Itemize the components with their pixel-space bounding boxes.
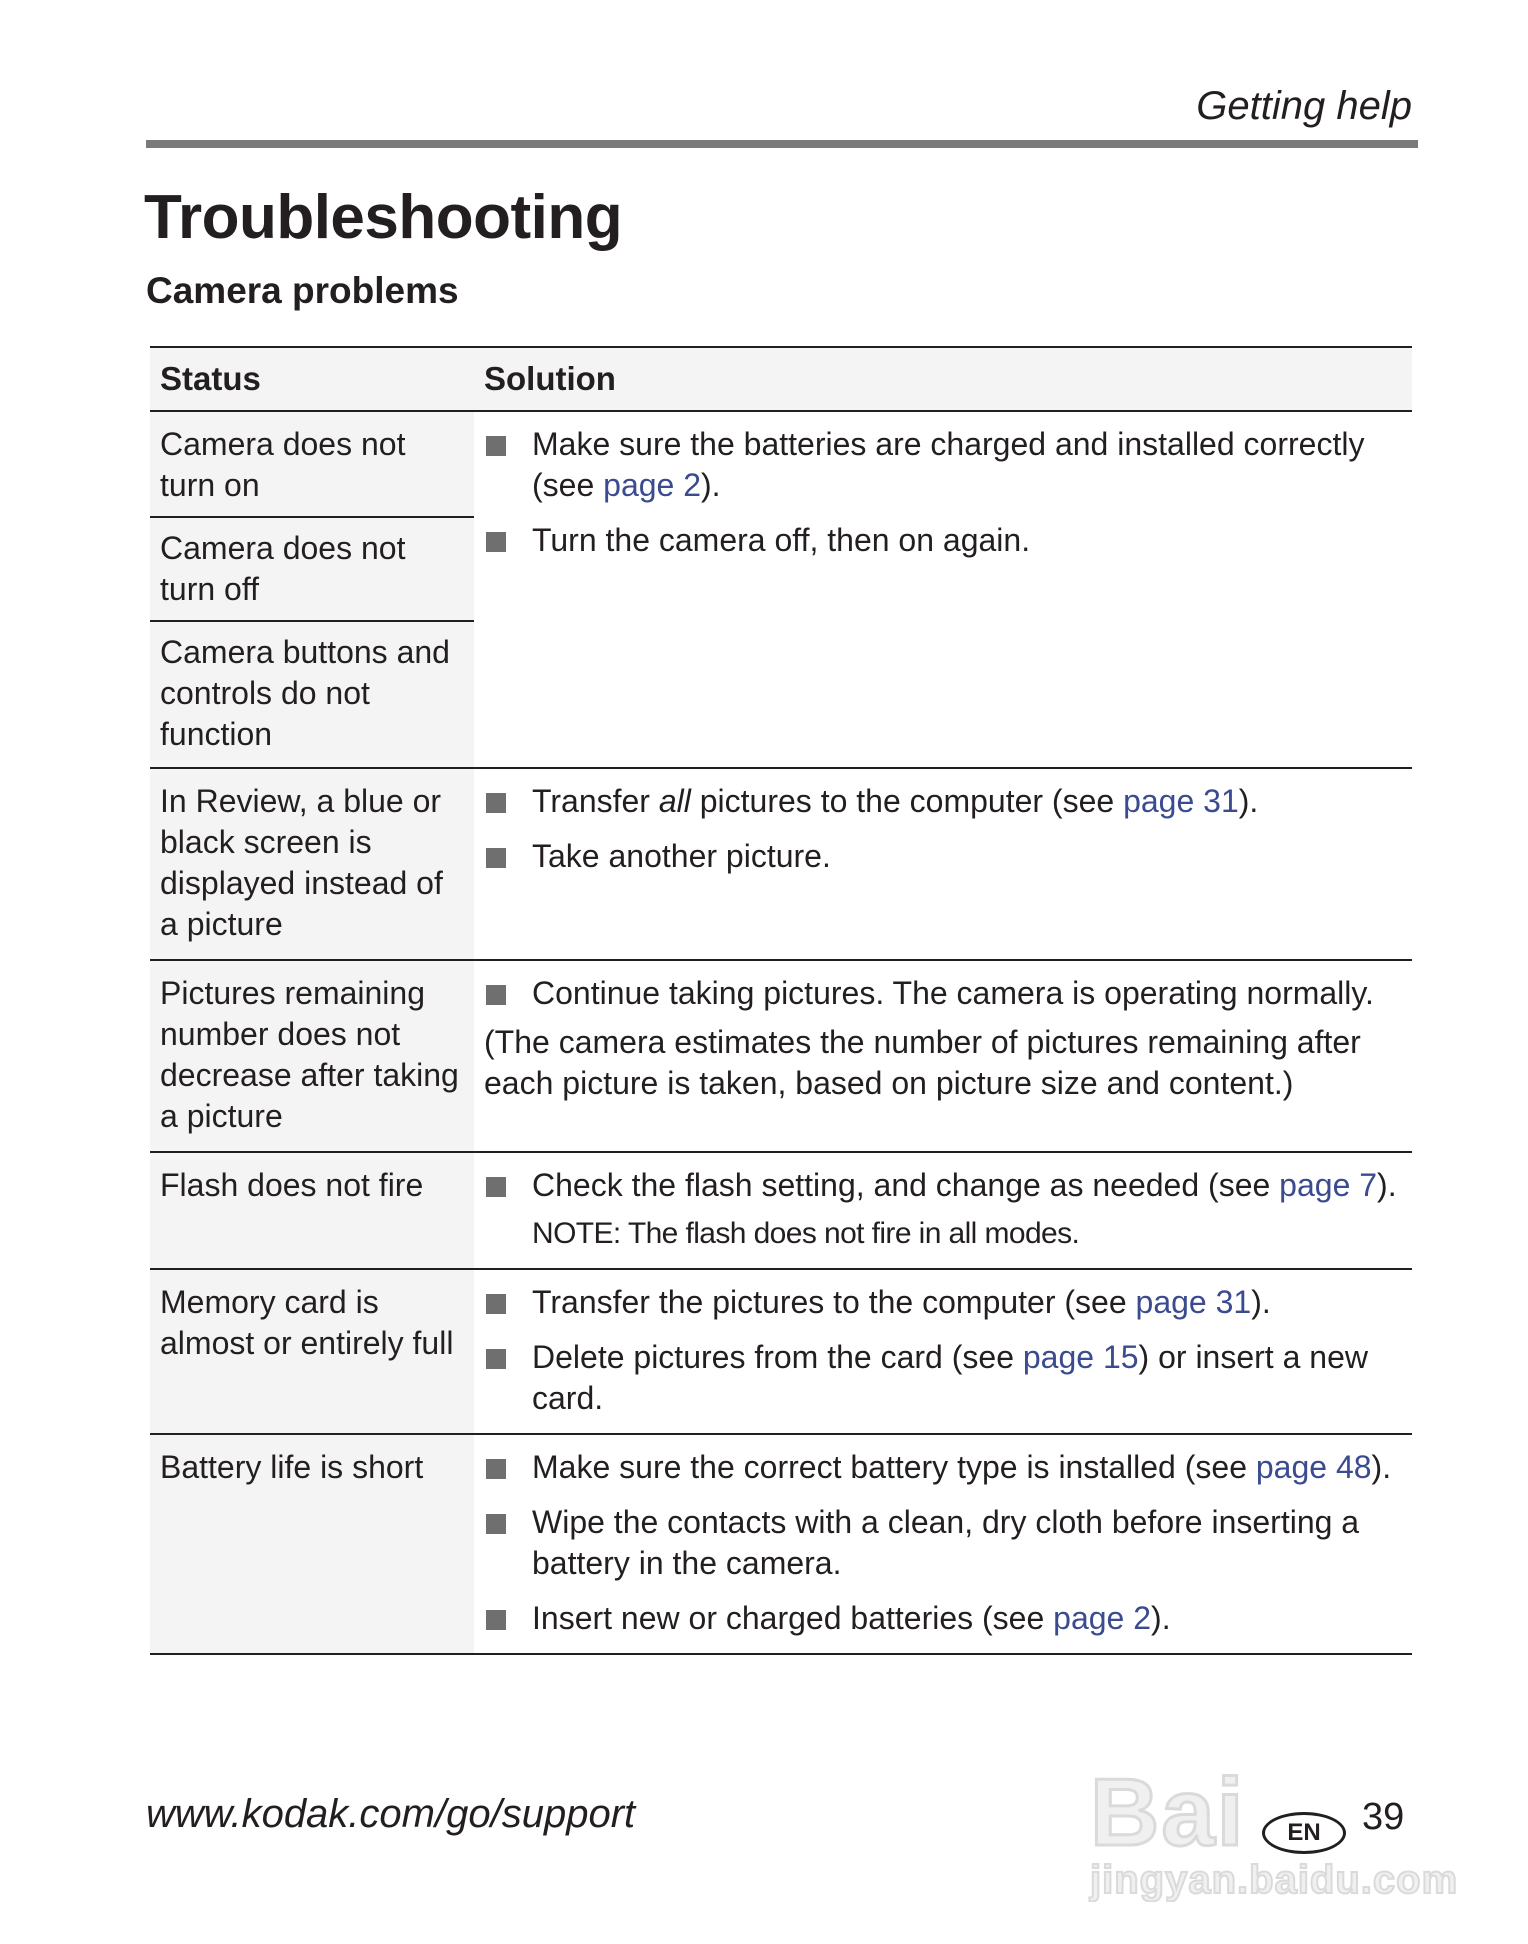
solution-bullet: Insert new or charged batteries (see page 2).: [484, 1598, 1406, 1639]
status-cell: Camera does not turn on: [150, 412, 474, 518]
header-rule: [146, 140, 1418, 148]
troubleshooting-table: [150, 346, 1412, 1655]
bullet-square-icon: [486, 436, 506, 456]
bullet-square-icon: [486, 1459, 506, 1479]
header-section-title: Getting help: [1196, 84, 1412, 128]
page-link[interactable]: page 31: [1135, 1283, 1252, 1320]
bullet-square-icon: [486, 1514, 506, 1534]
bullet-square-icon: [486, 1294, 506, 1314]
status-cell: Flash does not fire: [150, 1152, 474, 1269]
bullet-square-icon: [486, 793, 506, 813]
page-link[interactable]: page 7: [1279, 1166, 1378, 1203]
section-subtitle: Camera problems: [146, 270, 459, 311]
status-column-header: Status: [150, 347, 474, 411]
page-link[interactable]: page 31: [1123, 782, 1239, 819]
table-row: [150, 768, 1412, 960]
bullet-square-icon: [486, 985, 506, 1005]
bullet-square-icon: [486, 1177, 506, 1197]
solution-bullet: Transfer the pictures to the computer (see page 31).: [484, 1282, 1406, 1323]
solution-bullet: Make sure the batteries are charged and installed correctly (see page 2).: [484, 424, 1406, 506]
solution-cell: [474, 1269, 1412, 1434]
page-link[interactable]: page 48: [1255, 1448, 1372, 1485]
page-number: 39: [1362, 1796, 1405, 1838]
solution-cell: [474, 1434, 1412, 1654]
bullet-square-icon: [486, 532, 506, 552]
page-title: Troubleshooting: [144, 183, 623, 252]
solution-bullet: Delete pictures from the card (see page 15) or insert a new card.: [484, 1337, 1406, 1419]
solution-bullet: Transfer all pictures to the computer (see page 31).: [484, 781, 1406, 822]
solution-cell: [474, 1152, 1412, 1269]
table-row: [150, 1434, 1412, 1654]
solution-cell: [474, 411, 1412, 768]
solution-bullet: Check the flash setting, and change as needed (see page 7).: [484, 1165, 1406, 1206]
page-link[interactable]: page 2: [603, 467, 702, 504]
bullet-square-icon: [486, 1349, 506, 1369]
bullet-square-icon: [486, 1610, 506, 1630]
solution-paragraph: (The camera estimates the number of pictures remaining after each picture is taken, based on picture size and content.): [484, 1023, 1361, 1101]
solution-cell: [474, 768, 1412, 960]
status-cell-group: [150, 411, 474, 768]
solution-bullet: Continue taking pictures. The camera is operating normally.: [484, 973, 1406, 1014]
solution-cell: [474, 960, 1412, 1152]
page-link[interactable]: page 15: [1022, 1338, 1139, 1375]
solution-bullet: Turn the camera off, then on again.: [484, 520, 1406, 561]
bullet-square-icon: [486, 848, 506, 868]
table-row: [150, 1269, 1412, 1434]
status-cell: Camera buttons and controls do not function: [160, 634, 450, 752]
solution-column-header: Solution: [474, 347, 1412, 411]
status-cell: Pictures remaining number does not decrease after taking a picture: [150, 960, 474, 1152]
solution-note: NOTE: The flash does not fire in all modes.: [532, 1217, 1080, 1251]
table-row: [150, 411, 1412, 768]
table-row: [150, 960, 1412, 1152]
status-cell: Memory card is almost or entirely full: [150, 1269, 474, 1434]
watermark-brand: Bai: [1090, 1759, 1246, 1866]
watermark-site: jingyan.baidu.com: [1090, 1858, 1459, 1902]
solution-bullet: Wipe the contacts with a clean, dry cloth before inserting a battery in the camera.: [484, 1502, 1406, 1584]
table-row: [150, 1152, 1412, 1269]
support-url-link[interactable]: www.kodak.com/go/support: [146, 1792, 636, 1836]
language-badge: EN: [1262, 1812, 1346, 1854]
solution-bullet: Make sure the correct battery type is installed (see page 48).: [484, 1447, 1406, 1488]
status-cell: Camera does not turn off: [150, 518, 474, 622]
solution-bullet: Take another picture.: [484, 836, 1406, 877]
status-cell: In Review, a blue or black screen is displayed instead of a picture: [150, 768, 474, 960]
table-header-row: [150, 347, 1412, 411]
page-link[interactable]: page 2: [1053, 1599, 1152, 1636]
status-cell: Battery life is short: [150, 1434, 474, 1654]
